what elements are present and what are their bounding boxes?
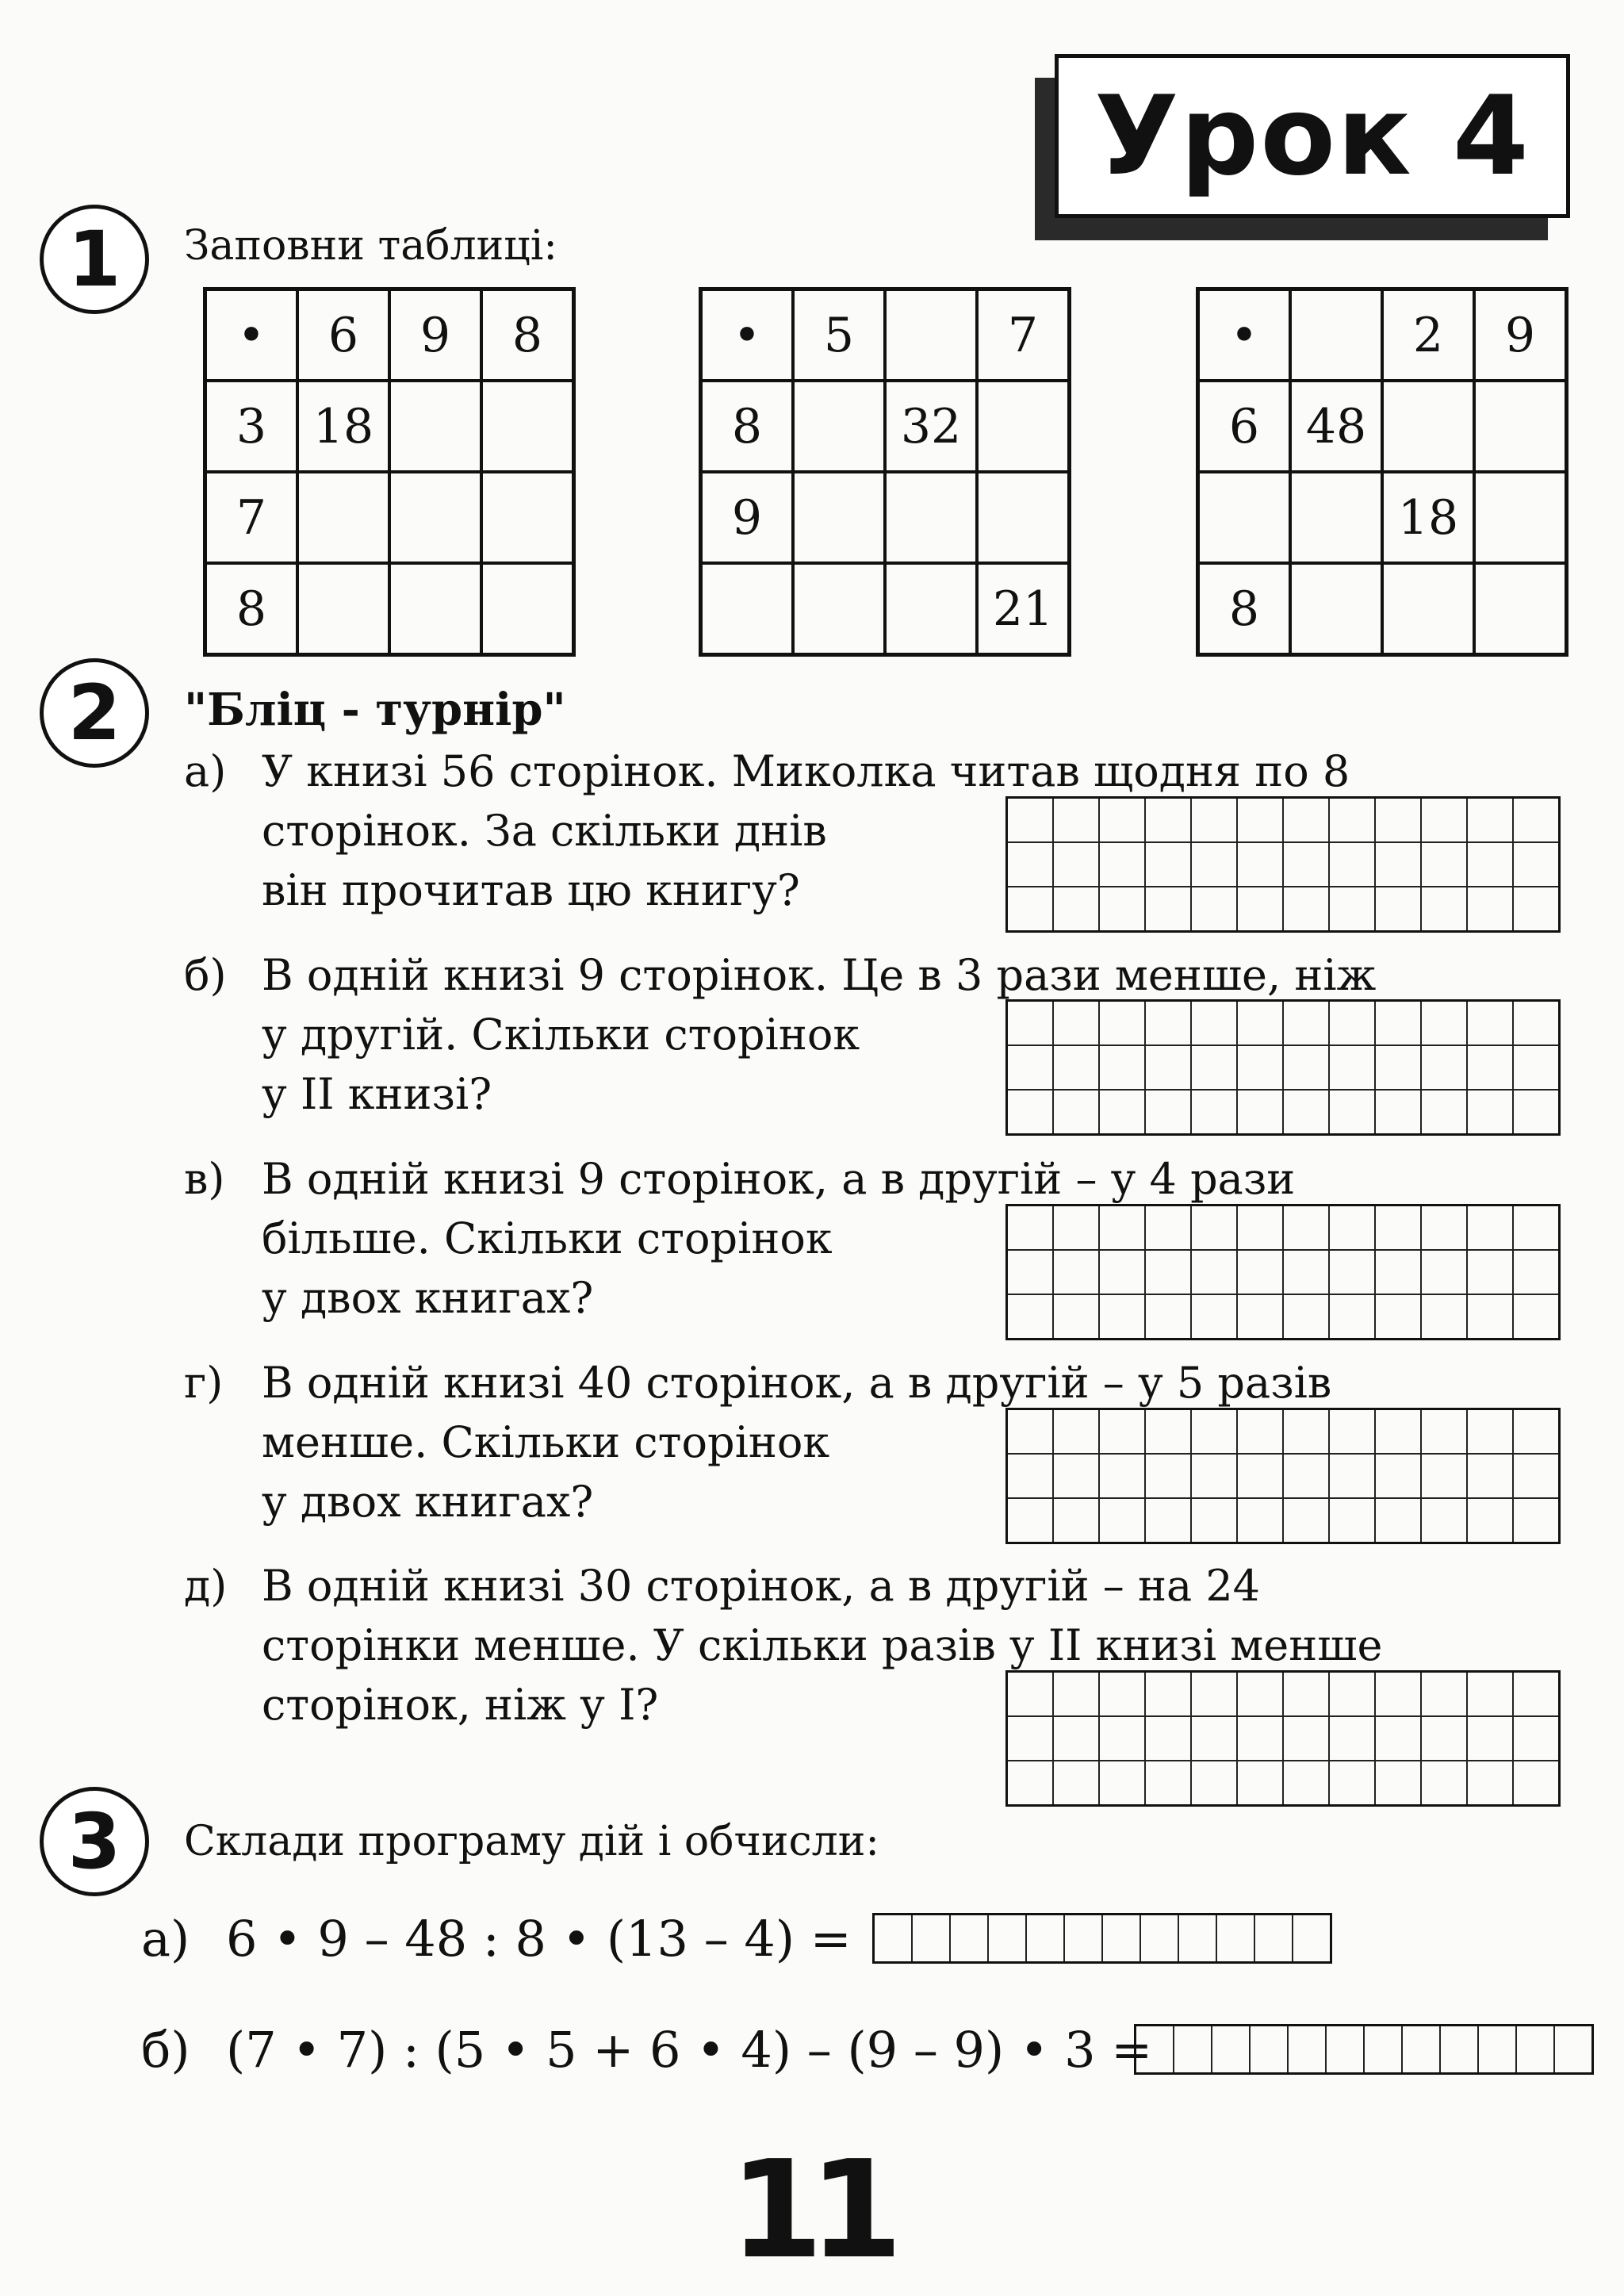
table-cell: 8 bbox=[1198, 563, 1291, 655]
table-cell: 8 bbox=[701, 381, 794, 472]
table-cell[interactable] bbox=[481, 472, 574, 563]
table-cell[interactable] bbox=[885, 289, 977, 381]
task-2-title: "Бліц - турнір" bbox=[184, 684, 566, 736]
answer-grid-b[interactable] bbox=[1005, 999, 1561, 1136]
table-cell: 48 bbox=[1290, 381, 1382, 472]
problem-v-line-2: більше. Скільки сторінок bbox=[262, 1213, 833, 1263]
table-cell[interactable] bbox=[297, 472, 389, 563]
table-cell: 9 bbox=[1474, 289, 1567, 381]
problem-d-letter: д) bbox=[184, 1561, 228, 1611]
table-cell[interactable] bbox=[1198, 472, 1291, 563]
table-cell[interactable] bbox=[389, 472, 481, 563]
table-cell[interactable] bbox=[977, 472, 1070, 563]
table-cell: 5 bbox=[793, 289, 885, 381]
page-number: 11 bbox=[730, 2132, 889, 2289]
table-cell[interactable] bbox=[1290, 289, 1382, 381]
table-cell[interactable] bbox=[1474, 472, 1567, 563]
table-cell[interactable]: 18 bbox=[297, 381, 389, 472]
answer-box-b[interactable] bbox=[1134, 2024, 1594, 2075]
problem-b-line-3: у ІІ книзі? bbox=[262, 1069, 492, 1119]
problem-a-line-1: У книзі 56 сторінок. Миколка читав щодня по 8 bbox=[262, 746, 1350, 796]
table-cell[interactable] bbox=[389, 381, 481, 472]
task-1-label: Заповни таблиці: bbox=[184, 222, 557, 270]
problem-g-line-1: В одній книзі 40 сторінок, а в другій – у 5 разів bbox=[262, 1358, 1332, 1408]
table-cell[interactable] bbox=[1474, 563, 1567, 655]
problem-d-line-3: сторінок, ніж у І? bbox=[262, 1680, 659, 1730]
table-cell: • bbox=[205, 289, 298, 381]
task-2-number: 2 bbox=[40, 658, 149, 768]
table-cell: 6 bbox=[1198, 381, 1291, 472]
table-cell: 9 bbox=[701, 472, 794, 563]
table-cell[interactable] bbox=[389, 563, 481, 655]
table-cell: 6 bbox=[297, 289, 389, 381]
table-cell[interactable] bbox=[1382, 381, 1474, 472]
problem-d-line-1: В одній книзі 30 сторінок, а в другій – на 24 bbox=[262, 1561, 1261, 1611]
problem-b-line-2: у другій. Скільки сторінок bbox=[262, 1010, 860, 1060]
table-cell[interactable] bbox=[885, 563, 977, 655]
answer-grid-a[interactable] bbox=[1005, 796, 1561, 933]
problem-a-letter: а) bbox=[184, 746, 227, 796]
table-cell[interactable] bbox=[1290, 472, 1382, 563]
table-cell[interactable] bbox=[481, 381, 574, 472]
table-cell[interactable] bbox=[793, 472, 885, 563]
table-cell: 32 bbox=[885, 381, 977, 472]
table-cell: 21 bbox=[977, 563, 1070, 655]
answer-box-a[interactable] bbox=[872, 1913, 1332, 1964]
table-cell: 18 bbox=[1382, 472, 1474, 563]
table-cell: 7 bbox=[205, 472, 298, 563]
table-cell[interactable] bbox=[793, 563, 885, 655]
multiplication-table-2 bbox=[699, 287, 1071, 657]
problem-a-line-3: він прочитав цю книгу? bbox=[262, 865, 800, 915]
task-3-number: 3 bbox=[40, 1787, 149, 1896]
expression-a-letter: а) bbox=[141, 1910, 190, 1968]
table-cell[interactable] bbox=[1474, 381, 1567, 472]
answer-grid-g[interactable] bbox=[1005, 1408, 1561, 1544]
task-1-number: 1 bbox=[40, 205, 149, 314]
table-cell[interactable] bbox=[977, 381, 1070, 472]
table-cell: 8 bbox=[481, 289, 574, 381]
problem-v-letter: в) bbox=[184, 1154, 225, 1204]
task-3-label: Склади програму дій і обчисли: bbox=[184, 1818, 879, 1865]
problem-b-letter: б) bbox=[184, 950, 227, 1000]
table-cell[interactable] bbox=[885, 472, 977, 563]
table-cell[interactable] bbox=[481, 563, 574, 655]
answer-grid-v[interactable] bbox=[1005, 1204, 1561, 1340]
table-cell: 8 bbox=[205, 563, 298, 655]
problem-v-line-1: В одній книзі 9 сторінок, а в другій – у 4 рази bbox=[262, 1154, 1296, 1204]
expression-a: 6 • 9 – 48 : 8 • (13 – 4) = bbox=[226, 1910, 852, 1968]
table-cell[interactable] bbox=[1290, 563, 1382, 655]
problem-g-letter: г) bbox=[184, 1358, 224, 1408]
table-cell: 2 bbox=[1382, 289, 1474, 381]
table-cell: 3 bbox=[205, 381, 298, 472]
problem-b-line-1: В одній книзі 9 сторінок. Це в 3 рази менше, ніж bbox=[262, 950, 1377, 1000]
problem-v-line-3: у двох книгах? bbox=[262, 1273, 594, 1323]
table-cell: 9 bbox=[389, 289, 481, 381]
table-cell: • bbox=[1198, 289, 1291, 381]
answer-grid-d[interactable] bbox=[1005, 1670, 1561, 1807]
problem-g-line-2: менше. Скільки сторінок bbox=[262, 1417, 830, 1467]
expression-b: (7 • 7) : (5 • 5 + 6 • 4) – (9 – 9) • 3 = bbox=[226, 2021, 1153, 2079]
expression-b-letter: б) bbox=[141, 2021, 190, 2079]
table-cell[interactable] bbox=[297, 563, 389, 655]
table-cell: • bbox=[701, 289, 794, 381]
table-cell[interactable] bbox=[793, 381, 885, 472]
table-cell[interactable] bbox=[701, 563, 794, 655]
multiplication-table-3 bbox=[1196, 287, 1568, 657]
table-cell[interactable] bbox=[1382, 563, 1474, 655]
problem-d-line-2: сторінки менше. У скільки разів у ІІ книзі менше bbox=[262, 1620, 1383, 1670]
multiplication-table-1 bbox=[203, 287, 576, 657]
problem-a-line-2: сторінок. За скільки днів bbox=[262, 806, 827, 856]
problem-g-line-3: у двох книгах? bbox=[262, 1477, 594, 1527]
lesson-title: Урок 4 bbox=[1055, 54, 1570, 218]
table-cell: 7 bbox=[977, 289, 1070, 381]
